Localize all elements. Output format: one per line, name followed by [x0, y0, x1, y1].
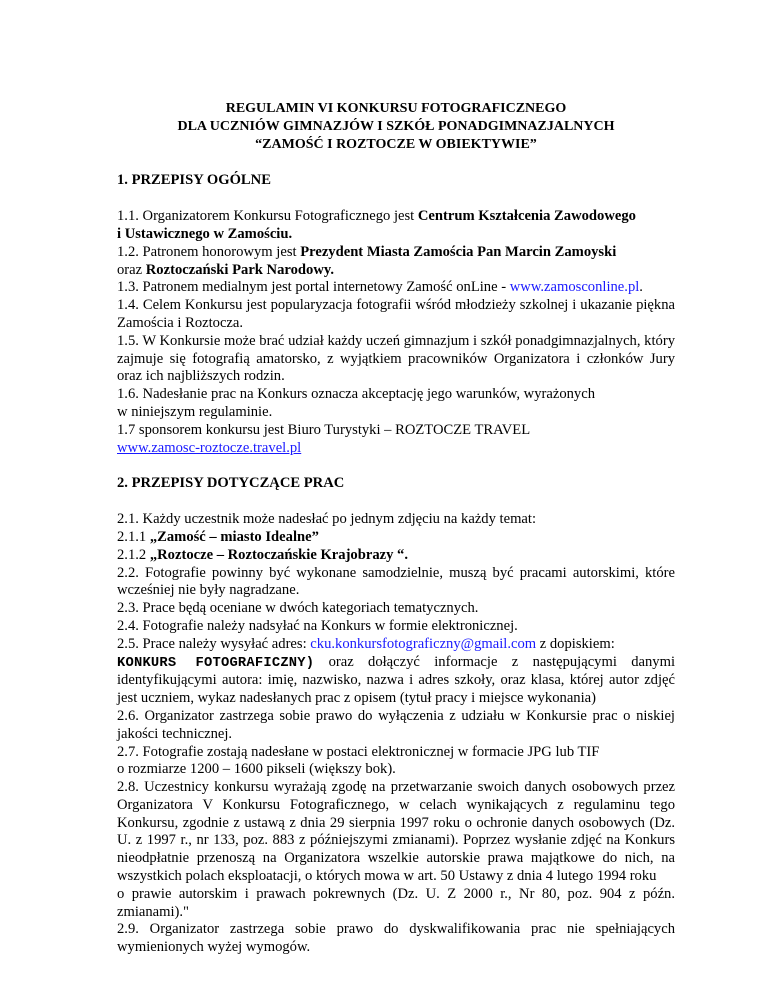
document-title — [117, 100, 675, 153]
paragraph-2-1-2: 2.1.2 „Roztocze – Roztoczańskie Krajobrazy “. — [117, 546, 408, 563]
paragraph-1-2: 1.2. Patronem honorowym jest Prezydent Miasta Zamościa Pan Marcin Zamoyski oraz Roztoczański Park Narodowy. — [117, 243, 617, 278]
paragraph-2-2: 2.2. Fotografie powinny być wykonane samodzielnie, muszą być pracami autorskimi, które wcześniej nie były nagradzane. — [117, 564, 675, 599]
title-line-3: “ZAMOŚĆ I ROZTOCZE W OBIEKTYWIE” — [255, 136, 537, 152]
roztocze-travel-link[interactable]: www.zamosc-roztocze.travel.pl — [117, 439, 302, 456]
contest-email-link[interactable]: cku.konkursfotograficzny@gmail.com — [310, 635, 537, 652]
paragraph-1-5: 1.5. W Konkursie może brać udział każdy uczeń gimnazjum i szkół ponadgimnazjalnych, który zajmuje się fotografią amatorsko, z wyjątkiem pracowników Organizatora i członków Jury oraz ich najbliższych rodzin. — [117, 332, 675, 385]
paragraph-2-1: 2.1. Każdy uczestnik może nadesłać po jednym zdjęciu na każdy temat: — [117, 511, 537, 528]
paragraph-2-5: 2.5. Prace należy wysyłać adres: cku.konkursfotograficzny@gmail.com z dopiskiem: KONKURS FOTOGRAFICZNY) oraz dołączyć informacje z następującymi danymi identyfikującymi autora: imię, nazwisko, nazwa i adres szkoły, oraz klasa, której autor zdjęć jest uczniem, wykaz nadesłanych prac z opisem (tytuł pracy i miejsce wykonania) — [117, 635, 675, 707]
paragraph-2-7: 2.7. Fotografie zostają nadesłane w postaci elektronicznej w formacie JPG lub TIF o rozmiarze 1200 – 1600 pikseli (większy bok). — [117, 743, 600, 778]
paragraph-1-1: 1.1. Organizatorem Konkursu Fotograficznego jest Centrum Kształcenia Zawodowego i Ustawicznego w Zamościu. — [117, 208, 636, 242]
document-page — [117, 92, 675, 957]
paragraph-2-6: 2.6. Organizator zastrzega sobie prawo do wyłączenia z udziału w Konkursie prac o niskiej jakości technicznej. — [117, 707, 675, 742]
paragraph-1-6: 1.6. Nadesłanie prac na Konkurs oznacza akceptację jego warunków, wyrażonych w niniejszym regulaminie. — [117, 386, 596, 420]
paragraph-2-9: 2.9. Organizator zastrzega sobie prawo do dyskwalifikowania prac nie spełniających wymienionych wyżej wymogów. — [117, 921, 675, 956]
section-1-heading: 1. PRZEPISY OGÓLNE — [117, 172, 271, 189]
title-line-1: REGULAMIN VI KONKURSU FOTOGRAFICZNEGO — [225, 101, 567, 116]
section-2-heading: 2. PRZEPISY DOTYCZĄCE PRAC — [117, 475, 345, 492]
paragraph-2-3: 2.3. Prace będą oceniane w dwóch kategoriach tematycznych. — [117, 600, 479, 617]
paragraph-2-8: 2.8. Uczestnicy konkursu wyrażają zgodę na przetwarzanie swoich danych osobowych przez Organizatora V Konkursu Fotograficznego, w celach wynikających z regulaminu tego Konkursu, zgodnie z ustawą z dnia 29 sierpnia 1997 roku o ochronie danych osobowych (Dz. U. z 1997 r., nr 133, poz. 883 z późniejszymi zmianami). Poprzez wysłanie zdjęć na Konkurs nieodpłatnie przenoszą na Organizatora wszelkie autorskie prawa majątkowe do nich, na wszystkich polach eksploatacji, o których mowa w art. 50 Ustawy z dnia 4 lutego 1994 roku o prawie autorskim i prawach pokrewnych (Dz. U. Z 2000 r., Nr 80, poz. 904 z późn. zmianami)." — [117, 779, 675, 920]
paragraph-2-1-1: 2.1.1 „Zamość – miasto Idealne” — [117, 528, 319, 545]
paragraph-1-3: 1.3. Patronem medialnym jest portal internetowy Zamość onLine - www.zamosconline.pl. — [117, 279, 643, 296]
zamosconline-link[interactable]: www.zamosconline.pl — [509, 279, 640, 296]
paragraph-1-4: 1.4. Celem Konkursu jest popularyzacja fotografii wśród młodzieży szkolnej i ukazanie piękna Zamościa i Roztocza. — [117, 297, 675, 331]
paragraph-1-7: 1.7 sponsorem konkursu jest Biuro Turystyki – ROZTOCZE TRAVEL www.zamosc-roztocze.travel.pl — [117, 421, 531, 456]
paragraph-2-4: 2.4. Fotografie należy nadsyłać na Konkurs w formie elektronicznej. — [117, 617, 518, 634]
title-line-2: DLA UCZNIÓW GIMNAZJÓW I SZKÓŁ PONADGIMNAZJALNYCH — [177, 118, 615, 134]
